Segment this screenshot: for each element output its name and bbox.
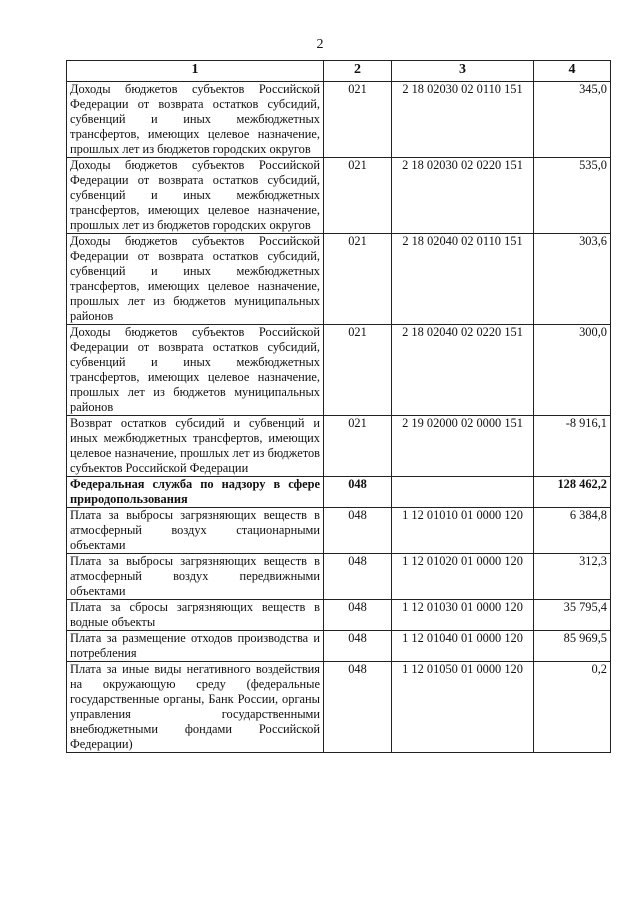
agency-name: Федеральная служба по надзору в сфере природопользования <box>67 477 324 508</box>
section-row <box>67 477 611 508</box>
table-row <box>67 508 611 554</box>
table-row <box>67 82 611 158</box>
admin-code: 048 <box>324 477 392 508</box>
page-number: 2 <box>316 37 324 52</box>
kbk-code: 1 12 01030 01 0000 120 <box>392 600 534 631</box>
revenue-name: Плата за размещение отходов производства и потребления <box>67 631 324 662</box>
revenue-name: Плата за иные виды негативного воздействия на окружающую среду (федеральные государственные органы, Банк России, органы управления государственными внебюджетными фондами Российской Федерации) <box>67 662 324 753</box>
revenue-name: Доходы бюджетов субъектов Российской Федерации от возврата остатков субсидий, субвенций и иных межбюджетных трансфертов, имеющих целевое назначение, прошлых лет из бюджетов муниципальных районов <box>67 325 324 416</box>
kbk-code: 1 12 01040 01 0000 120 <box>392 631 534 662</box>
amount: 35 795,4 <box>534 600 611 631</box>
admin-code: 021 <box>324 158 392 234</box>
revenue-table <box>66 60 611 753</box>
revenue-name: Плата за выбросы загрязняющих веществ в атмосферный воздух стационарными объектами <box>67 508 324 554</box>
amount: 85 969,5 <box>534 631 611 662</box>
table-row <box>67 600 611 631</box>
admin-code: 048 <box>324 508 392 554</box>
kbk-code: 1 12 01020 01 0000 120 <box>392 554 534 600</box>
kbk-code: 1 12 01050 01 0000 120 <box>392 662 534 753</box>
amount: 303,6 <box>534 234 611 325</box>
header-col-2: 2 <box>324 61 392 82</box>
section-total: 128 462,2 <box>534 477 611 508</box>
table-row <box>67 158 611 234</box>
header-col-1: 1 <box>67 61 324 82</box>
kbk-code: 2 19 02000 02 0000 151 <box>392 416 534 477</box>
kbk-code: 2 18 02030 02 0110 151 <box>392 82 534 158</box>
table-row <box>67 631 611 662</box>
admin-code: 048 <box>324 662 392 753</box>
kbk-code: 2 18 02040 02 0220 151 <box>392 325 534 416</box>
amount: 300,0 <box>534 325 611 416</box>
table-row <box>67 234 611 325</box>
revenue-name: Плата за выбросы загрязняющих веществ в атмосферный воздух передвижными объектами <box>67 554 324 600</box>
table-row <box>67 325 611 416</box>
admin-code: 021 <box>324 416 392 477</box>
admin-code: 021 <box>324 325 392 416</box>
admin-code: 048 <box>324 600 392 631</box>
table-row <box>67 554 611 600</box>
revenue-name: Доходы бюджетов субъектов Российской Федерации от возврата остатков субсидий, субвенций и иных межбюджетных трансфертов, имеющих целевое назначение, прошлых лет из бюджетов городских округов <box>67 82 324 158</box>
kbk-code <box>392 477 534 508</box>
amount: 345,0 <box>534 82 611 158</box>
amount: 0,2 <box>534 662 611 753</box>
admin-code: 048 <box>324 554 392 600</box>
kbk-code: 1 12 01010 01 0000 120 <box>392 508 534 554</box>
amount: 535,0 <box>534 158 611 234</box>
revenue-name: Возврат остатков субсидий и субвенций и иных межбюджетных трансфертов, имеющих целевое назначение, прошлых лет из бюджетов субъектов Российской Федерации <box>67 416 324 477</box>
kbk-code: 2 18 02030 02 0220 151 <box>392 158 534 234</box>
revenue-name: Плата за сбросы загрязняющих веществ в водные объекты <box>67 600 324 631</box>
header-col-4: 4 <box>534 61 611 82</box>
admin-code: 048 <box>324 631 392 662</box>
table-row <box>67 662 611 753</box>
table-row <box>67 416 611 477</box>
admin-code: 021 <box>324 234 392 325</box>
amount: 6 384,8 <box>534 508 611 554</box>
revenue-name: Доходы бюджетов субъектов Российской Федерации от возврата остатков субсидий, субвенций и иных межбюджетных трансфертов, имеющих целевое назначение, прошлых лет из бюджетов городских округов <box>67 158 324 234</box>
table-header-row <box>67 61 611 82</box>
header-col-3: 3 <box>392 61 534 82</box>
amount: -8 916,1 <box>534 416 611 477</box>
kbk-code: 2 18 02040 02 0110 151 <box>392 234 534 325</box>
revenue-name: Доходы бюджетов субъектов Российской Федерации от возврата остатков субсидий, субвенций и иных межбюджетных трансфертов, имеющих целевое назначение, прошлых лет из бюджетов муниципальных районов <box>67 234 324 325</box>
amount: 312,3 <box>534 554 611 600</box>
admin-code: 021 <box>324 82 392 158</box>
